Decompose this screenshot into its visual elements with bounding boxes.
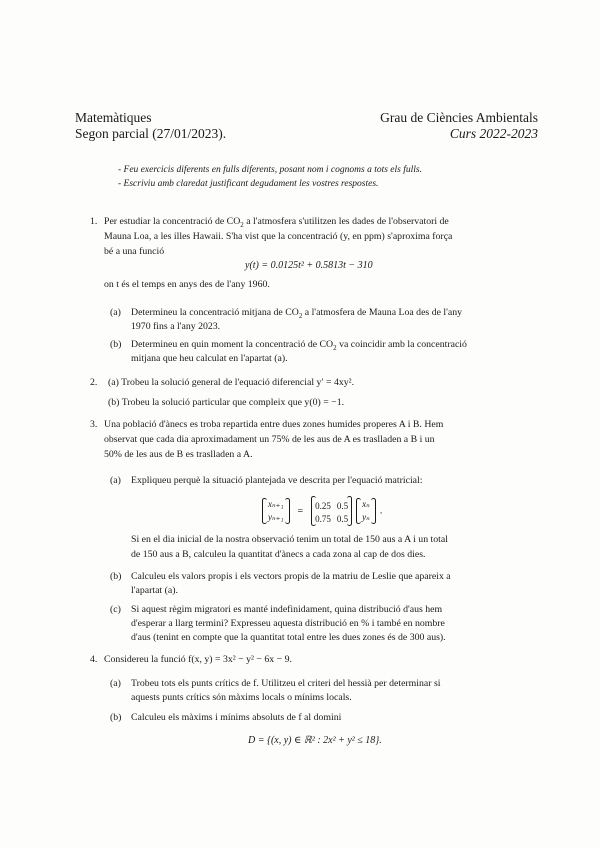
q1-number: 1. bbox=[90, 216, 98, 227]
q1-equation: y(t) = 0.0125t² + 0.5813t − 310 bbox=[245, 260, 373, 271]
q4-intro: Considereu la funció f(x, y) = 3x² − y² − 6x − 9. bbox=[104, 654, 292, 665]
q1a-label: (a) bbox=[110, 307, 121, 318]
q4-number: 4. bbox=[90, 654, 98, 665]
q1-intro-line-2: Mauna Loa, a les illes Hawaii. S'ha vist que la concentració (y, en ppm) s'aproxima força bbox=[104, 231, 453, 242]
q2b: (b) Trobeu la solució particular que compleix que y(0) = −1. bbox=[108, 397, 345, 408]
leslie-matrix bbox=[311, 496, 352, 526]
q1-intro-line-1: Per estudiar la concentració de $CO_2$ a l'atmosfera s'utilitzen les dades de l'observatori de bbox=[104, 216, 449, 229]
q3-intro-line-2: observat que cada dia aproximadament un 75% de les aus de A es traslladen a B i un bbox=[104, 434, 435, 445]
q3c-line-3: d'aus (tenint en compte que la quantitat total entre les dues zones és de 300 aus). bbox=[131, 632, 446, 643]
exam-title: Segon parcial (27/01/2023). bbox=[75, 126, 227, 141]
rhs-top: xₙ bbox=[362, 499, 370, 509]
instruction-note-2: - Escriviu amb claredat justificant degudament les vostres respostes. bbox=[118, 179, 379, 189]
q1b-label: (b) bbox=[110, 339, 122, 350]
course-subject: Matemàtiques bbox=[75, 110, 152, 125]
q3b-label: (b) bbox=[110, 571, 122, 582]
q3-intro-line-1: Una població d'ànecs es troba repartida entre dues zones humides properes A i B. Hem bbox=[104, 419, 444, 430]
q2a: (a) Trobeu la solució general de l'equació diferencial y′ = 4xy². bbox=[108, 377, 355, 388]
q3a-label: (a) bbox=[110, 475, 121, 486]
q3a-line-3: de 150 aus a B, calculeu la quantitat d'ànecs a cada zona al cap de dos dies. bbox=[131, 549, 426, 560]
q4-domain: D = {(x, y) ∈ ℝ² : 2x² + y² ≤ 18}. bbox=[248, 735, 382, 746]
q1b-line-2: mitjana que heu calculat en l'apartat (a). bbox=[131, 353, 288, 364]
academic-year: Curs 2022-2023 bbox=[449, 126, 538, 141]
q4a-line-2: aquests punts crítics són màxims locals o mínims locals. bbox=[131, 692, 352, 703]
q1-after: on t és el temps en anys des de l'any 1960. bbox=[104, 279, 270, 290]
q3c-label: (c) bbox=[110, 604, 121, 615]
q3-number: 3. bbox=[90, 419, 98, 430]
q1-intro-line-3: bé a una funció bbox=[104, 246, 165, 257]
rhs-vector bbox=[356, 498, 376, 524]
lhs-top: xₙ₊₁ bbox=[268, 499, 284, 509]
degree-name: Grau de Ciències Ambientals bbox=[380, 110, 538, 125]
q3a-line-2: Si en el dia inicial de la nostra observació tenim un total de 150 aus a A i un total bbox=[131, 534, 448, 545]
lhs-bottom: yₙ₊₁ bbox=[268, 512, 284, 522]
matrix-c: 0.75 bbox=[315, 514, 331, 524]
rhs-bottom: yₙ bbox=[362, 512, 370, 522]
q1a-line-2: 1970 fins a l'any 2023. bbox=[131, 321, 221, 332]
q3c-line-2: d'esperar a llarg termini? Expresseu aquesta distribució en % i també en nombre bbox=[131, 618, 445, 629]
q4a-line-1: Trobeu tots els punts crítics de f. Utilitzeu el criteri del hessià per determinar si bbox=[131, 678, 441, 689]
lhs-vector bbox=[262, 498, 290, 524]
matrix-a: 0.25 bbox=[315, 501, 331, 511]
q2-number: 2. bbox=[90, 377, 98, 388]
q3b-line-1: Calculeu els valors propis i els vectors propis de la matriu de Leslie que apareix a bbox=[131, 571, 451, 582]
q3a-line-1: Expliqueu perquè la situació plantejada ve descrita per l'equació matricial: bbox=[131, 475, 423, 486]
q4a-label: (a) bbox=[110, 678, 121, 689]
q1b-line-1: Determineu en quin moment la concentració de $CO_2$ va coincidir amb la concentració bbox=[131, 339, 467, 352]
q1a-line-1: Determineu la concentració mitjana de $CO_2$ a l'atmosfera de Mauna Loa des de l'any bbox=[131, 307, 463, 320]
q3c-line-1: Si aquest règim migratori es manté indefinidament, quina distribució d'aus hem bbox=[131, 604, 443, 615]
q3-intro-line-3: 50% de les aus de B es traslladen a A. bbox=[104, 449, 253, 460]
instruction-note-1: - Feu exercicis diferents en fulls diferents, posant nom i cognoms a tots els fulls. bbox=[118, 165, 422, 175]
matrix-equation: xₙ₊₁ yₙ₊₁ = 0.25 0.5 0.75 0.5 xₙ yₙ . bbox=[262, 496, 382, 526]
q4b-label: (b) bbox=[110, 712, 122, 723]
q3b-line-2: l'apartat (a). bbox=[131, 585, 178, 596]
q4b-line-1: Calculeu els màxims i mínims absoluts de f al domini bbox=[131, 712, 342, 723]
matrix-d: 0.5 bbox=[336, 514, 349, 524]
matrix-b: 0.5 bbox=[336, 501, 349, 511]
